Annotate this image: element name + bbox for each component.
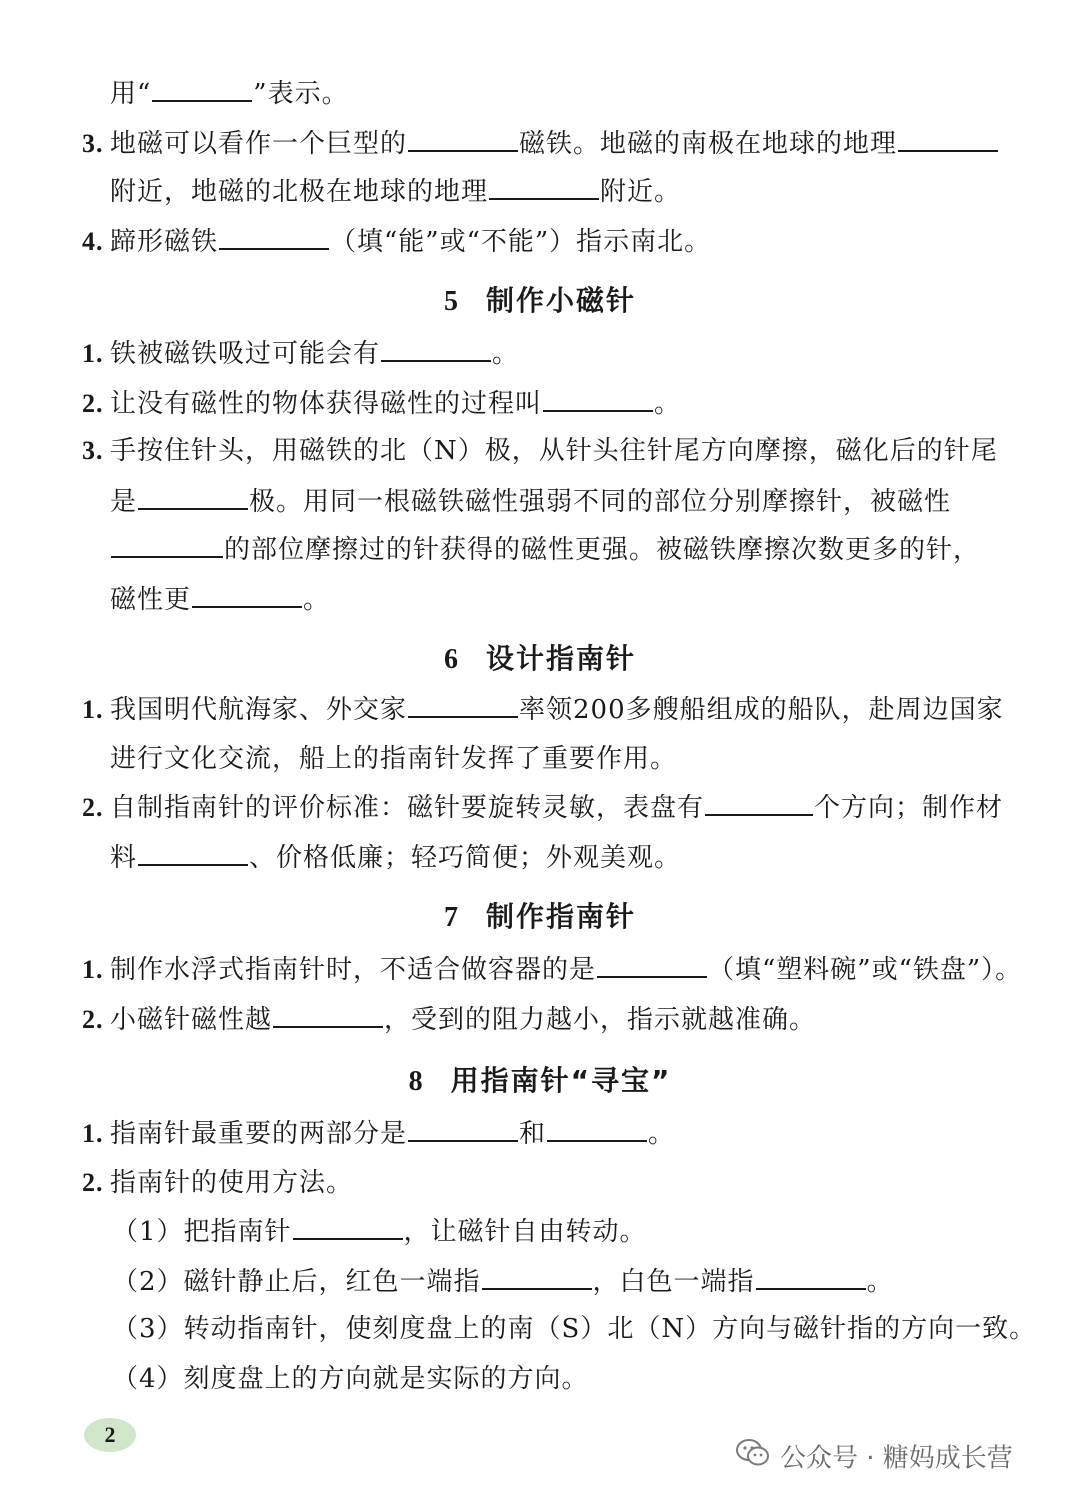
question-2 (82, 1168, 353, 1198)
question-1 (82, 694, 1004, 725)
section-name: 制作小磁针 (485, 284, 636, 317)
question-text: 附近。 (600, 177, 682, 207)
question-line (110, 744, 677, 774)
sub-item-3 (112, 1314, 1036, 1344)
watermark (736, 1438, 1013, 1478)
answer-blank[interactable] (152, 78, 252, 102)
question-number: 3. (82, 436, 104, 465)
question-text: 我国明代航海家、外交家 (110, 695, 408, 725)
answer-blank[interactable] (408, 1118, 518, 1142)
question-number: 2. (82, 793, 104, 822)
question-text: 手按住针头，用磁铁的北（N）极，从针头往针尾方向摩擦，磁化后的针尾 (110, 436, 998, 466)
question-number: 1. (82, 695, 104, 724)
question-text: 、价格低廉；轻巧简便；外观美观。 (249, 843, 682, 873)
section-title (0, 1064, 1080, 1099)
question-text: 蹄形磁铁 (110, 227, 219, 257)
page-number: 2 (84, 1418, 136, 1452)
answer-blank[interactable] (756, 1266, 866, 1290)
question-number: 3. (82, 129, 104, 158)
section-number: 7 (443, 902, 460, 933)
question-text: 是 (110, 487, 138, 517)
answer-blank[interactable] (408, 128, 518, 152)
question-2 (82, 792, 1003, 823)
wechat-icon (736, 1438, 770, 1480)
question-text: 极。用同一根磁铁磁性强弱不同的部位分别摩擦针，被磁性 (249, 487, 952, 517)
question-number: 2. (82, 1005, 104, 1034)
question-text: 指南针的使用方法。 (110, 1168, 354, 1198)
question-line (110, 534, 980, 565)
question-text: 的部位摩擦过的针获得的磁性更强。被磁铁摩擦次数更多的针， (224, 535, 981, 565)
answer-blank[interactable] (597, 954, 707, 978)
question-text: 小磁针磁性越 (110, 1005, 273, 1035)
answer-blank[interactable] (219, 226, 329, 250)
question-1 (82, 954, 1022, 985)
question-text: （4）刻度盘上的方向就是实际的方向。 (112, 1364, 589, 1394)
question-text: （填“塑料碗”或“铁盘”）。 (708, 955, 1023, 985)
question-line (110, 176, 681, 207)
answer-blank[interactable] (293, 1216, 403, 1240)
answer-blank[interactable] (547, 1118, 647, 1142)
question-line (110, 842, 681, 873)
question-4 (82, 226, 711, 257)
question-number: 1. (82, 339, 104, 368)
question-text: 铁被磁铁吸过可能会有 (110, 339, 381, 369)
answer-blank[interactable] (192, 584, 302, 608)
question-text: 率领200多艘船组成的船队，赴周边国家 (519, 695, 1004, 725)
question-text: 磁铁。地磁的南极在地球的地理 (519, 129, 898, 159)
question-text: 。 (866, 1267, 894, 1297)
answer-blank[interactable] (705, 792, 813, 816)
question-text: （3）转动指南针，使刻度盘上的南（S）北（N）方向与磁针指的方向一致。 (112, 1314, 1037, 1344)
question-line (110, 584, 330, 615)
question-text: 制作水浮式指南针时，不适合做容器的是 (110, 955, 597, 985)
question-text: ，白色一端指 (592, 1267, 755, 1297)
question-line (110, 78, 349, 109)
question-text: 指南针最重要的两部分是 (110, 1119, 408, 1149)
question-text: ，让磁针自由转动。 (403, 1217, 647, 1247)
question-number: 2. (82, 1168, 104, 1197)
answer-blank[interactable] (138, 486, 248, 510)
question-3 (82, 436, 998, 466)
question-text: 料 (110, 843, 138, 873)
section-number: 8 (408, 1066, 425, 1097)
question-text: 进行文化交流，船上的指南针发挥了重要作用。 (110, 744, 678, 774)
section-name: 制作指南针 (485, 900, 636, 933)
sub-item-4 (112, 1364, 589, 1394)
question-text: 磁性更 (110, 585, 192, 615)
question-text: 。 (303, 585, 331, 615)
section-title (0, 284, 1080, 319)
question-text: （填“能”或“不能”）指示南北。 (330, 227, 712, 257)
question-line (110, 486, 951, 517)
sub-item-2 (112, 1266, 894, 1297)
watermark-text: 公众号 · 糖妈成长营 (780, 1443, 1013, 1474)
question-text: （2）磁针静止后，红色一端指 (112, 1267, 481, 1297)
section-name: 用指南针“寻宝” (450, 1064, 672, 1097)
answer-blank[interactable] (898, 128, 998, 152)
answer-blank[interactable] (543, 388, 653, 412)
answer-blank[interactable] (111, 534, 223, 558)
question-text: 个方向；制作材 (814, 793, 1004, 823)
question-2 (82, 388, 681, 419)
answer-blank[interactable] (482, 1266, 592, 1290)
question-text: 让没有磁性的物体获得磁性的过程叫 (110, 389, 543, 419)
question-3 (82, 128, 999, 159)
question-number: 2. (82, 389, 104, 418)
question-text: 。 (654, 389, 682, 419)
answer-blank[interactable] (138, 842, 248, 866)
question-2 (82, 1004, 816, 1035)
question-text: （1）把指南针 (112, 1217, 292, 1247)
answer-blank[interactable] (273, 1004, 383, 1028)
question-1 (82, 1118, 675, 1149)
section-title (0, 900, 1080, 935)
question-text: 。 (492, 339, 520, 369)
answer-blank[interactable] (489, 176, 599, 200)
question-text: 。 (648, 1119, 676, 1149)
sub-item-1 (112, 1216, 647, 1247)
question-text: 附近，地磁的北极在地球的地理 (110, 177, 489, 207)
question-text: 和 (519, 1119, 547, 1149)
section-title (0, 642, 1080, 677)
section-number: 5 (443, 286, 460, 317)
section-number: 6 (443, 644, 460, 675)
question-1 (82, 338, 519, 369)
answer-blank[interactable] (381, 338, 491, 362)
question-number: 1. (82, 1119, 104, 1148)
question-number: 1. (82, 955, 104, 984)
section-name: 设计指南针 (485, 642, 636, 675)
question-number: 4. (82, 227, 104, 256)
question-text: ”表示。 (253, 79, 349, 109)
answer-blank[interactable] (408, 694, 518, 718)
question-text: ，受到的阻力越小，指示就越准确。 (384, 1005, 817, 1035)
question-text: 用“ (110, 79, 152, 109)
question-text: 地磁可以看作一个巨型的 (110, 129, 408, 159)
question-text: 自制指南针的评价标准：磁针要旋转灵敏，表盘有 (110, 793, 705, 823)
